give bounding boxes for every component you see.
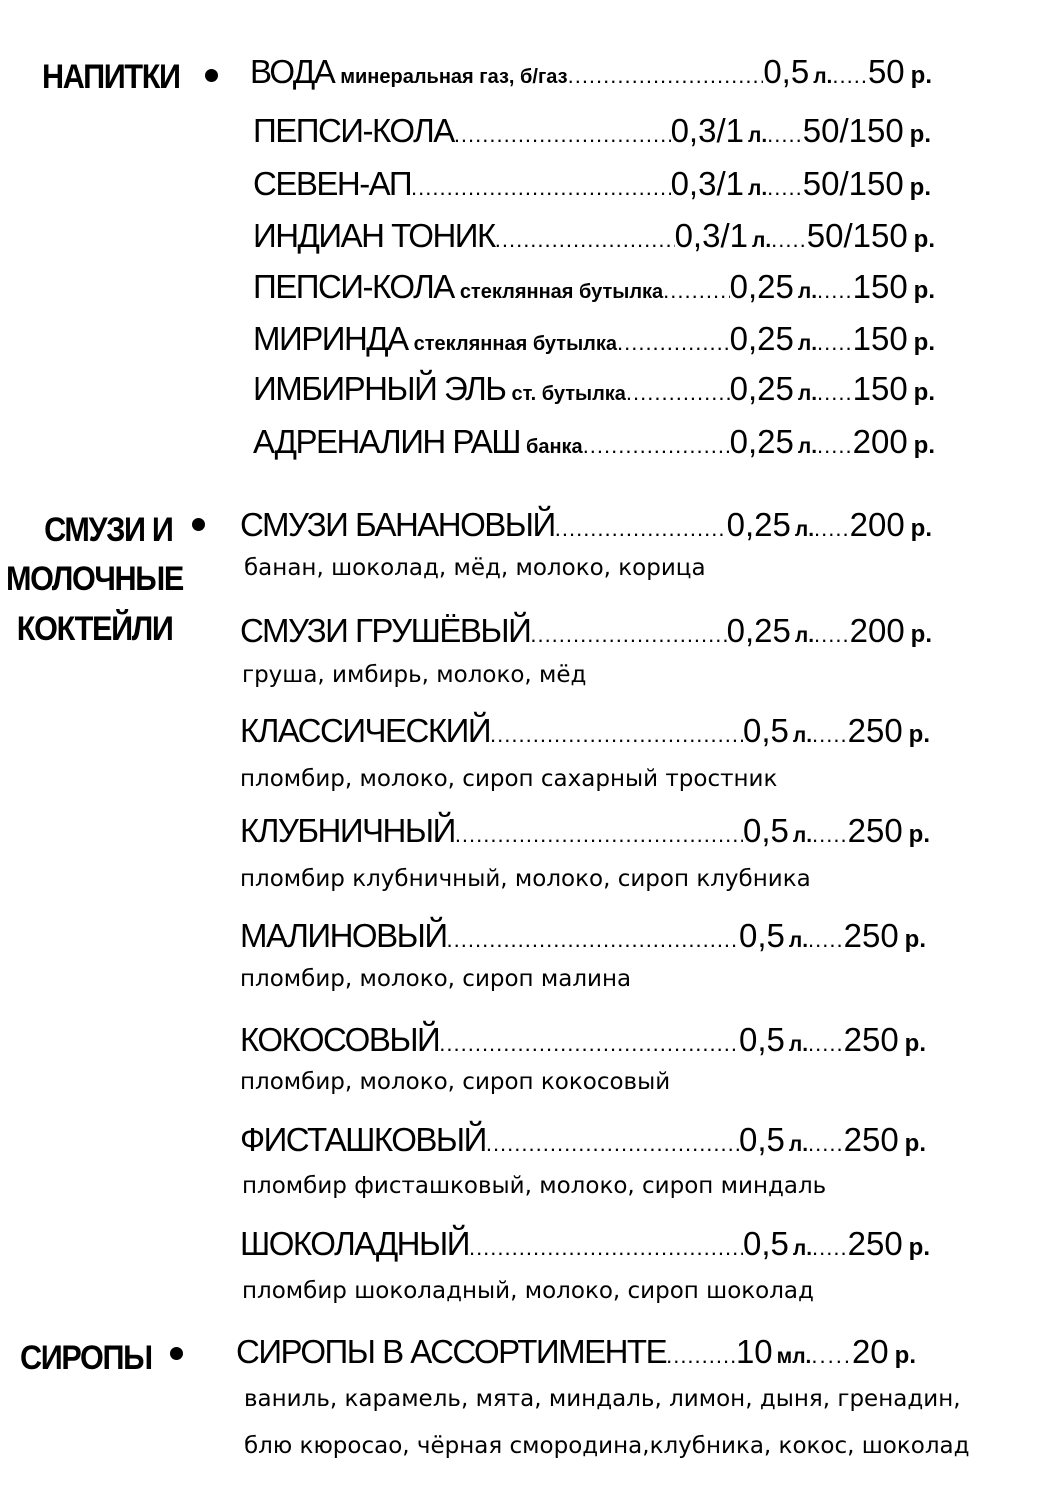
item-volume: 0,25 [729, 370, 794, 407]
dot-leader [666, 1343, 736, 1369]
item-unit: л. [751, 229, 772, 252]
item-description: блю кюросао, чёрная смородина,клубника, кокос, шоколад [244, 1433, 970, 1459]
item-name: АДРЕНАЛИН РАШ [253, 423, 520, 460]
item-price: 250 [847, 1225, 903, 1262]
menu-item-pistachio [240, 1121, 926, 1159]
item-note: банка [525, 436, 583, 458]
item-unit: л. [788, 1033, 809, 1056]
item-name: ИМБИРНЫЙ ЭЛЬ [253, 370, 506, 407]
item-currency: р. [908, 1234, 930, 1261]
dot-leader [411, 175, 671, 201]
dot-leader [583, 433, 730, 459]
menu-item-chocolate [240, 1225, 930, 1263]
menu-item-mirinda [253, 320, 935, 358]
item-name: ПЕПСИ-КОЛА [253, 112, 454, 149]
item-unit: л. [788, 1133, 809, 1156]
item-description: ваниль, карамель, мята, миндаль, лимон, дыня, гренадин, [244, 1386, 961, 1412]
item-currency: р. [913, 277, 935, 304]
item-unit: л. [797, 280, 818, 303]
dot-leader [817, 433, 853, 459]
dot-leader [808, 1031, 844, 1057]
item-note: минеральная газ, б/газ [340, 66, 568, 88]
dot-leader [812, 822, 848, 848]
item-volume: 0,3/1 [670, 112, 744, 149]
item-price: 150 [852, 320, 908, 357]
dot-leader [447, 927, 739, 953]
section-title-line: СМУЗИ И [44, 511, 173, 549]
item-currency: р. [910, 62, 932, 89]
menu-item-classic [240, 712, 930, 750]
item-name: ПЕПСИ-КОЛА [253, 268, 454, 305]
item-currency: р. [908, 721, 930, 748]
dot-leader [495, 227, 675, 253]
dot-leader [817, 330, 853, 356]
item-description: пломбир, молоко, сироп кокосовый [240, 1069, 671, 1095]
item-note: стеклянная бутылка [413, 333, 617, 355]
dot-leader [814, 622, 850, 648]
menu-item-water [250, 53, 932, 91]
item-note: ст. бутылка [511, 383, 626, 405]
dot-leader [771, 227, 807, 253]
item-unit: л. [792, 1237, 813, 1260]
item-unit: л. [747, 124, 768, 147]
dot-leader [808, 927, 844, 953]
item-currency: р. [908, 821, 930, 848]
item-name: СЕВЕН-АП [253, 165, 412, 202]
menu-item-ginger-ale [253, 370, 935, 408]
item-description: пломбир шоколадный, молоко, сироп шоколад [242, 1278, 814, 1304]
menu-item-indian-tonic [253, 217, 935, 255]
item-volume: 0,5 [742, 712, 789, 749]
section-title-line: СИРОПЫ [20, 1339, 152, 1377]
item-unit: л. [797, 435, 818, 458]
item-currency: р. [904, 1030, 926, 1057]
item-name: КЛУБНИЧНЫЙ [240, 812, 455, 849]
menu-item-syrups [236, 1333, 916, 1371]
item-unit: л. [747, 177, 768, 200]
item-currency: р. [910, 621, 932, 648]
dot-leader [455, 822, 743, 848]
item-currency: р. [910, 515, 932, 542]
item-currency: р. [904, 926, 926, 953]
item-volume: 0,3/1 [670, 165, 744, 202]
item-name: ВОДА [250, 53, 335, 90]
dot-leader [617, 330, 730, 356]
item-description: банан, шоколад, мёд, молоко, корица [244, 555, 706, 581]
item-unit: л. [797, 332, 818, 355]
item-price: 250 [847, 712, 903, 749]
item-unit: л. [813, 65, 833, 88]
item-description: пломбир клубничный, молоко, сироп клубника [240, 866, 811, 892]
item-volume: 0,25 [729, 320, 794, 357]
item-price: 250 [843, 1121, 899, 1158]
item-price: 50 [867, 53, 905, 90]
item-currency: р. [913, 432, 935, 459]
item-unit: л. [792, 724, 813, 747]
item-description: пломбир, молоко, сироп сахарный тростник [240, 766, 778, 792]
bullet-icon [192, 518, 205, 531]
menu-item-banana-smoothie [240, 506, 932, 544]
item-price: 50/150 [806, 217, 908, 254]
dot-leader [439, 1031, 739, 1057]
item-description: груша, имбирь, молоко, мёд [242, 662, 587, 688]
item-volume: 0,25 [729, 423, 794, 460]
item-volume: 0,25 [726, 506, 791, 543]
section-title-drinks [42, 53, 180, 102]
menu-item-pepsi [253, 112, 931, 150]
menu-item-coconut [240, 1021, 926, 1059]
section-title-smoothies [6, 506, 183, 654]
item-name: ШОКОЛАДНЫЙ [240, 1225, 469, 1262]
item-price: 250 [847, 812, 903, 849]
dot-leader [530, 622, 726, 648]
item-volume: 0,5 [742, 1225, 789, 1262]
dot-leader [626, 380, 730, 406]
dot-leader [817, 278, 853, 304]
section-title-line: МОЛОЧНЫЕ [6, 560, 183, 599]
item-price: 150 [852, 268, 908, 305]
item-price: 50/150 [802, 112, 904, 149]
item-price: 250 [843, 917, 899, 954]
dot-leader [454, 122, 671, 148]
section-title-line: КОКТЕЙЛИ [16, 609, 173, 648]
item-volume: 0,5 [738, 917, 785, 954]
menu-item-pepsi-glass [253, 268, 935, 306]
dot-leader [814, 516, 850, 542]
item-volume: 0,25 [729, 268, 794, 305]
item-volume: 0,5 [763, 53, 810, 90]
dot-leader [832, 63, 868, 89]
item-name: МИРИНДА [253, 320, 408, 357]
dot-leader [767, 175, 803, 201]
dot-leader [490, 722, 743, 748]
dot-leader [817, 380, 853, 406]
item-price: 200 [852, 423, 908, 460]
menu-item-strawberry [240, 812, 930, 850]
item-volume: 0,5 [742, 812, 789, 849]
item-price: 150 [852, 370, 908, 407]
item-currency: р. [909, 174, 931, 201]
item-name: КОКОСОВЫЙ [240, 1021, 440, 1058]
item-currency: р. [913, 379, 935, 406]
item-volume: 0,5 [738, 1121, 785, 1158]
section-title-syrups [20, 1334, 152, 1383]
bullet-icon [170, 1347, 183, 1360]
dot-leader [812, 722, 848, 748]
menu-item-pear-smoothie [240, 612, 932, 650]
item-currency: р. [909, 121, 931, 148]
item-price: 20 [851, 1333, 889, 1370]
item-description: пломбир фисташковый, молоко, сироп миндаль [242, 1173, 827, 1199]
dot-leader [486, 1131, 739, 1157]
item-price: 50/150 [802, 165, 904, 202]
item-volume: 0,25 [726, 612, 791, 649]
item-unit: л. [794, 518, 815, 541]
item-name: ИНДИАН ТОНИК [253, 217, 495, 254]
dot-leader [811, 1343, 852, 1369]
menu-item-seven-up [253, 165, 931, 203]
dot-leader [812, 1235, 848, 1261]
item-unit: л. [792, 824, 813, 847]
item-unit: л. [788, 929, 809, 952]
item-note: стеклянная бутылка [459, 281, 664, 303]
item-name: МАЛИНОВЫЙ [240, 917, 447, 954]
dot-leader [767, 122, 803, 148]
bullet-icon [205, 69, 218, 82]
item-currency: р. [913, 329, 935, 356]
item-name: СМУЗИ БАНАНОВЫЙ [240, 506, 555, 543]
item-unit: л. [797, 382, 818, 405]
item-name: СИРОПЫ В АССОРТИМЕНТЕ [236, 1333, 667, 1370]
item-price: 200 [849, 612, 905, 649]
dot-leader [808, 1131, 844, 1157]
menu-item-raspberry [240, 917, 926, 955]
item-price: 250 [843, 1021, 899, 1058]
item-volume: 10 [735, 1333, 773, 1370]
item-name: КЛАССИЧЕСКИЙ [240, 712, 491, 749]
section-title-line: НАПИТКИ [42, 58, 180, 96]
item-name: СМУЗИ ГРУШЁВЫЙ [240, 612, 531, 649]
item-price: 200 [849, 506, 905, 543]
menu-item-adrenaline-rush [253, 423, 935, 461]
item-currency: р. [913, 226, 935, 253]
dot-leader [469, 1235, 743, 1261]
item-currency: р. [894, 1342, 916, 1369]
item-unit: л. [794, 624, 815, 647]
item-volume: 0,5 [738, 1021, 785, 1058]
dot-leader [555, 516, 727, 542]
dot-leader [568, 63, 764, 89]
item-currency: р. [904, 1130, 926, 1157]
item-name: ФИСТАШКОВЫЙ [240, 1121, 486, 1158]
item-description: пломбир, молоко, сироп малина [240, 966, 632, 992]
item-unit: мл. [776, 1345, 812, 1368]
dot-leader [663, 278, 729, 304]
item-volume: 0,3/1 [674, 217, 748, 254]
